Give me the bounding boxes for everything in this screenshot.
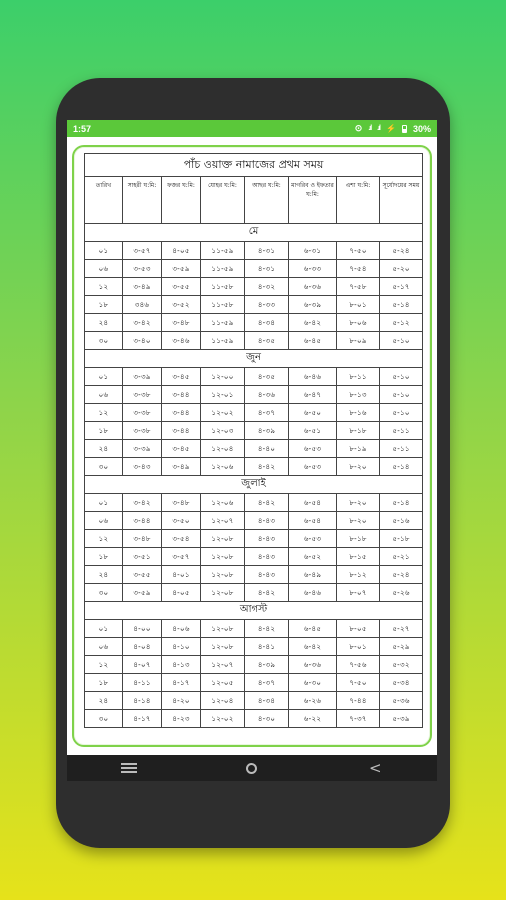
month-label: জুলাই (85, 476, 423, 494)
table-cell: ৪-৩৭ (245, 674, 289, 692)
table-cell: ৪-৩৪ (245, 314, 289, 332)
table-row (85, 692, 423, 710)
table-cell: ৩-৪৪ (162, 386, 201, 404)
table-cell: ৪-১০ (162, 638, 201, 656)
table-cell: ৫-১২ (380, 314, 423, 332)
table-cell: ৭-৫৮ (337, 278, 380, 296)
table-row (85, 440, 423, 458)
table-cell: ৩-৪৪ (162, 422, 201, 440)
table-cell: ৬-৩৬ (289, 278, 337, 296)
table-cell: ৫-১৪ (380, 494, 423, 512)
table-row (85, 242, 423, 260)
table-cell: ৬-৩৬ (289, 656, 337, 674)
table-cell: ৬-৪৫ (289, 332, 337, 350)
table-row (85, 674, 423, 692)
table-cell: ৪-৪২ (245, 494, 289, 512)
table-cell: ০৬ (85, 512, 123, 530)
table-cell: ৪-৩২ (245, 278, 289, 296)
table-cell: ১২-০৮ (201, 566, 245, 584)
column-header: মাগরিব ও ইফতার ঘ:মি: (289, 177, 337, 224)
table-cell: ০১ (85, 368, 123, 386)
table-cell: ৫-২৯ (380, 638, 423, 656)
table-cell: ০৬ (85, 260, 123, 278)
menu-icon (121, 763, 137, 773)
table-cell: ৪-৪৩ (245, 530, 289, 548)
table-cell: ৮-১১ (337, 368, 380, 386)
table-cell: ৪-৩৭ (245, 404, 289, 422)
table-cell: ৬-২৬ (289, 692, 337, 710)
table-cell: ৪-০৪ (123, 638, 162, 656)
column-header: এশা ঘ:মি: (337, 177, 380, 224)
table-cell: ৬-৫২ (289, 548, 337, 566)
table-cell: ৫-২৬ (380, 584, 423, 602)
table-cell: ৩০ (85, 584, 123, 602)
table-cell: ৫-১৮ (380, 530, 423, 548)
table-cell: ৩-৫৩ (123, 260, 162, 278)
table-cell: ৭-৪৪ (337, 692, 380, 710)
table-cell: ৫-৩২ (380, 656, 423, 674)
table-cell: ৫-৩৯ (380, 710, 423, 728)
table-cell: ৪-৩৫ (245, 332, 289, 350)
table-cell: ৩-৫৫ (123, 566, 162, 584)
table-cell: ৬-৫৩ (289, 440, 337, 458)
table-cell: ৬-৩০ (289, 674, 337, 692)
month-row (85, 476, 423, 494)
table-cell: ৪-৪৩ (245, 566, 289, 584)
table-cell: ৩-৫৫ (162, 278, 201, 296)
table-cell: ৪-০৫ (162, 584, 201, 602)
table-cell: ৮-১৮ (337, 422, 380, 440)
table-cell: ৩-৪৪ (162, 404, 201, 422)
home-button[interactable] (237, 755, 267, 781)
month-row (85, 350, 423, 368)
table-cell: ৮-২০ (337, 458, 380, 476)
table-cell: ২৪ (85, 692, 123, 710)
table-cell: ১২-০৬ (201, 458, 245, 476)
table-cell: ৫-১০ (380, 332, 423, 350)
table-cell: ৫-১০ (380, 368, 423, 386)
table-cell: ৪-৪১ (245, 638, 289, 656)
table-cell: ৫-১১ (380, 422, 423, 440)
table-cell: ৩-৪২ (123, 494, 162, 512)
table-cell: ৮-০১ (337, 638, 380, 656)
table-cell: ৭-৫০ (337, 242, 380, 260)
table-cell: ৬-৪২ (289, 638, 337, 656)
table-cell: ১২-০৪ (201, 692, 245, 710)
table-cell: ৬-৪২ (289, 314, 337, 332)
table-cell: ৪-০৭ (123, 656, 162, 674)
table-cell: ৫-৩৪ (380, 674, 423, 692)
table-row (85, 260, 423, 278)
table-row (85, 566, 423, 584)
table-cell: ৪-০০ (123, 620, 162, 638)
table-cell: ০১ (85, 494, 123, 512)
table-cell: ৩-৩৮ (123, 404, 162, 422)
column-header: ফজর ঘ:মি: (162, 177, 201, 224)
table-row (85, 314, 423, 332)
month-row (85, 224, 423, 242)
table-cell: ৬-৩৯ (289, 296, 337, 314)
table-cell: ৩৪৬ (123, 296, 162, 314)
table-cell: ১২-০৭ (201, 656, 245, 674)
column-header: সাহরী ঘ:মি: (123, 177, 162, 224)
table-cell: ১২-০৩ (201, 422, 245, 440)
table-cell: ৪-১১ (123, 674, 162, 692)
table-cell: ১২-০২ (201, 710, 245, 728)
table-cell: ৮-০১ (337, 296, 380, 314)
column-header: তারিখ (85, 177, 123, 224)
table-cell: ৪-৩৯ (245, 422, 289, 440)
table-cell: ১২-০৮ (201, 530, 245, 548)
table-cell: ৮-১৯ (337, 440, 380, 458)
table-cell: ৩-৩৮ (123, 386, 162, 404)
table-cell: ৬-৪৬ (289, 584, 337, 602)
charging-icon: ⚡ (386, 124, 396, 133)
table-cell: ৪-১৩ (162, 656, 201, 674)
recent-apps-button[interactable] (114, 755, 144, 781)
table-cell: ৩-৫৪ (162, 530, 201, 548)
table-cell: ৬-৪৫ (289, 620, 337, 638)
table-cell: ০৬ (85, 638, 123, 656)
table-cell: ৩-৫৭ (123, 242, 162, 260)
table-cell: ৬-৫৩ (289, 530, 337, 548)
battery-icon (402, 125, 407, 133)
table-cell: ৭-৩৭ (337, 710, 380, 728)
table-cell: ৪-৩১ (245, 260, 289, 278)
table-cell: ৩-৪৪ (123, 512, 162, 530)
table-cell: ৮-১২ (337, 566, 380, 584)
table-cell: ৪-১৭ (162, 674, 201, 692)
table-cell: ৬-৩৩ (289, 260, 337, 278)
table-cell: ১২-০৮ (201, 584, 245, 602)
table-cell: ১২-০৭ (201, 512, 245, 530)
table-cell: ৪-১৭ (123, 710, 162, 728)
table-cell: ৫-২৪ (380, 242, 423, 260)
table-cell: ৮-২০ (337, 512, 380, 530)
table-cell: ৫-২১ (380, 548, 423, 566)
table-row (85, 512, 423, 530)
table-cell: ৩-৪৮ (162, 314, 201, 332)
table-cell: ১২ (85, 656, 123, 674)
table-cell: ৬-৫৩ (289, 458, 337, 476)
table-row (85, 278, 423, 296)
table-cell: ০১ (85, 620, 123, 638)
app-screen (67, 120, 437, 755)
wifi-icon: .ıl (368, 125, 372, 132)
table-cell: ৩-৪৮ (123, 530, 162, 548)
table-row (85, 404, 423, 422)
table-row (85, 296, 423, 314)
table-cell: ৪-৩৩ (245, 296, 289, 314)
table-cell: ৭-৫৪ (337, 260, 380, 278)
table-cell: ৩-৩৮ (123, 422, 162, 440)
table-body (85, 224, 423, 728)
signal-icon: .ıl (377, 125, 381, 132)
table-header-row (85, 177, 423, 224)
table-cell: ৮-১৫ (337, 548, 380, 566)
table-cell: ৫-৩৬ (380, 692, 423, 710)
table-cell: ৮-২০ (337, 494, 380, 512)
month-label: আগস্ট (85, 602, 423, 620)
table-cell: ১১-৫৯ (201, 314, 245, 332)
table-cell: ১৮ (85, 548, 123, 566)
month-row (85, 602, 423, 620)
table-cell: ৬-৫০ (289, 404, 337, 422)
table-cell: ১১-৫৮ (201, 278, 245, 296)
table-cell: ৫-১৪ (380, 458, 423, 476)
table-cell: ১২-০৮ (201, 620, 245, 638)
table-cell: ৩-৪২ (123, 314, 162, 332)
table-cell: ৫-১৪ (380, 296, 423, 314)
table-row (85, 458, 423, 476)
prayer-timetable-document (84, 153, 422, 728)
column-header: আছর ঘ:মি: (245, 177, 289, 224)
table-row (85, 548, 423, 566)
table-cell: ২৪ (85, 566, 123, 584)
table-cell: ১২-০৫ (201, 674, 245, 692)
status-time: 1:57 (73, 123, 92, 134)
table-row (85, 332, 423, 350)
table-cell: ১২-০০ (201, 368, 245, 386)
table-cell: ৪-৩১ (245, 242, 289, 260)
table-cell: ৮-০৯ (337, 332, 380, 350)
column-header: যোহর ঘ:মি: (201, 177, 245, 224)
table-cell: ১২-০৪ (201, 440, 245, 458)
table-cell: ১১-৫৮ (201, 296, 245, 314)
table-cell: ৬-৫৪ (289, 512, 337, 530)
table-cell: ৬-৫১ (289, 422, 337, 440)
table-cell: ৪-৪০ (245, 440, 289, 458)
table-cell: ৪-০৬ (162, 620, 201, 638)
table-cell: ১২ (85, 530, 123, 548)
table-cell: ৩-৪০ (123, 332, 162, 350)
table-cell: ১৮ (85, 296, 123, 314)
table-cell: ৩-৪৯ (162, 458, 201, 476)
table-cell: ৩-৪৮ (162, 494, 201, 512)
table-cell: ১৮ (85, 674, 123, 692)
table-cell: ৭-৫০ (337, 674, 380, 692)
column-header: সূর্যোদয়ের সময় (380, 177, 423, 224)
table-row (85, 494, 423, 512)
table-cell: ০৬ (85, 386, 123, 404)
table-cell: ৪-২০ (162, 692, 201, 710)
table-cell: ৩০ (85, 710, 123, 728)
table-cell: ৮-১৮ (337, 530, 380, 548)
table-cell: ৫-২৪ (380, 566, 423, 584)
table-cell: ৩-৪৩ (123, 458, 162, 476)
table-cell: ২৪ (85, 314, 123, 332)
table-cell: ৩-৫৯ (123, 584, 162, 602)
table-cell: ১২ (85, 404, 123, 422)
table-cell: ৪-২৩ (162, 710, 201, 728)
table-cell: ৮-১৩ (337, 386, 380, 404)
table-cell: ৩-৪৫ (162, 440, 201, 458)
month-label: মে (85, 224, 423, 242)
table-cell: ৪-৩৬ (245, 386, 289, 404)
notification-icon: ⊙ (354, 123, 363, 133)
table-cell: ৫-১০ (380, 386, 423, 404)
table-cell: ৫-১১ (380, 440, 423, 458)
table-cell: ১২-০৮ (201, 638, 245, 656)
prayer-timetable (84, 153, 423, 728)
table-cell: ৮-১৬ (337, 404, 380, 422)
table-cell: ০১ (85, 242, 123, 260)
table-cell: ৬-২২ (289, 710, 337, 728)
table-row (85, 710, 423, 728)
table-cell: ৪-৪২ (245, 458, 289, 476)
table-cell: ১২-০২ (201, 404, 245, 422)
table-row (85, 620, 423, 638)
table-row (85, 638, 423, 656)
navigation-bar (67, 755, 437, 781)
table-cell: ৫-১৭ (380, 278, 423, 296)
battery-percent: 30% (412, 123, 431, 134)
month-label: জুন (85, 350, 423, 368)
table-cell: ৩-৫১ (123, 548, 162, 566)
back-button[interactable] (360, 755, 390, 782)
table-cell: ১১-৫৯ (201, 242, 245, 260)
table-cell: ৪-০৫ (162, 242, 201, 260)
table-cell: ৪-৪৩ (245, 548, 289, 566)
table-cell: ৮-০৫ (337, 620, 380, 638)
table-cell: ১২-০৬ (201, 494, 245, 512)
table-cell: ৪-১৪ (123, 692, 162, 710)
table-cell: ৩০ (85, 458, 123, 476)
table-cell: ১২ (85, 278, 123, 296)
table-row (85, 422, 423, 440)
table-cell: ৮-০৬ (337, 314, 380, 332)
status-bar (67, 120, 437, 137)
table-cell: ৮-০৭ (337, 584, 380, 602)
table-row (85, 656, 423, 674)
table-cell: ৩-৩৯ (123, 440, 162, 458)
table-cell: ৫-১০ (380, 404, 423, 422)
table-cell: ৩-৫২ (162, 296, 201, 314)
table-cell: ৩-৫৯ (162, 260, 201, 278)
table-cell: ৪-৩৪ (245, 692, 289, 710)
table-cell: ৩-৩৯ (123, 368, 162, 386)
back-icon: < (369, 758, 382, 777)
table-cell: ৪-৩৫ (245, 368, 289, 386)
table-row (85, 584, 423, 602)
table-cell: ৫-২০ (380, 260, 423, 278)
table-cell: ৩-৪৯ (123, 278, 162, 296)
table-cell: ৬-৫৪ (289, 494, 337, 512)
table-cell: ৪-৩০ (245, 710, 289, 728)
table-row (85, 386, 423, 404)
table-cell: ৩-৪৬ (162, 332, 201, 350)
table-cell: ৪-০১ (162, 566, 201, 584)
table-cell: ৩-৫৭ (162, 548, 201, 566)
table-cell: ৬-৪৬ (289, 368, 337, 386)
table-cell: ১৮ (85, 422, 123, 440)
table-cell: ৬-৪৭ (289, 386, 337, 404)
table-cell: ৬-৩১ (289, 242, 337, 260)
table-cell: ৩-৫০ (162, 512, 201, 530)
table-cell: ৭-৫৬ (337, 656, 380, 674)
table-cell: ৪-৩৯ (245, 656, 289, 674)
status-icons (355, 123, 431, 134)
table-cell: ৩-৪৫ (162, 368, 201, 386)
table-title: পাঁচ ওয়াক্ত নামাজের প্রথম সময় (85, 154, 423, 177)
home-icon (246, 763, 257, 774)
table-cell: ১১-৫৯ (201, 260, 245, 278)
table-cell: ১২-০১ (201, 386, 245, 404)
table-cell: ৬-৪৯ (289, 566, 337, 584)
table-row (85, 368, 423, 386)
content-frame[interactable] (72, 145, 432, 747)
table-cell: ১১-৫৯ (201, 332, 245, 350)
table-cell: ৫-২৭ (380, 620, 423, 638)
table-cell: ৪-৪২ (245, 620, 289, 638)
table-row (85, 530, 423, 548)
table-cell: ৩০ (85, 332, 123, 350)
table-cell: ১২-০৮ (201, 548, 245, 566)
table-cell: ২৪ (85, 440, 123, 458)
table-cell: ৪-৪৩ (245, 512, 289, 530)
table-cell: ৪-৪২ (245, 584, 289, 602)
table-cell: ৫-১৬ (380, 512, 423, 530)
